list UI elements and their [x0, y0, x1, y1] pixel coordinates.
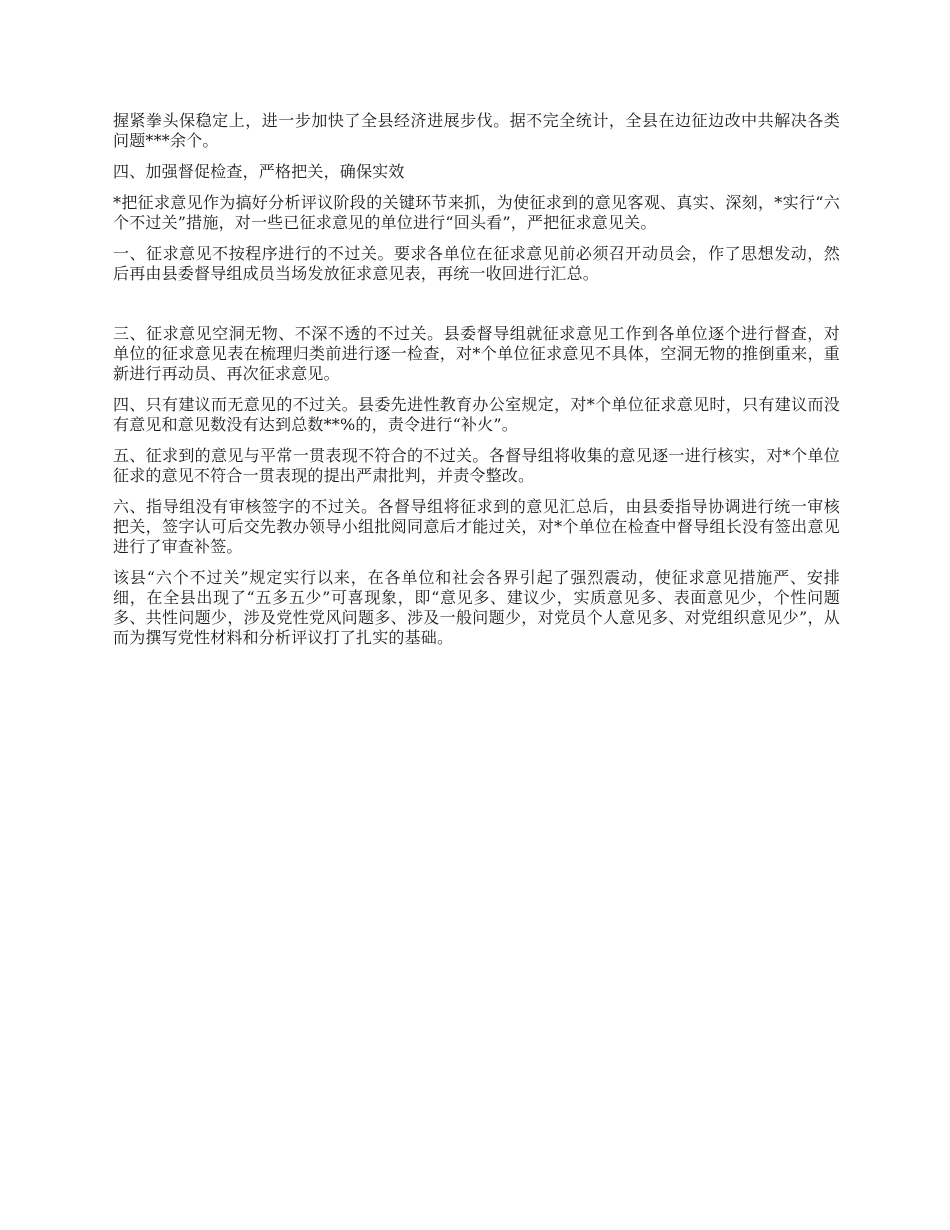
blank-gap — [113, 295, 840, 324]
paragraph-check-procedure: 一、征求意见不按程序进行的不过关。要求各单位在征求意见前必须召开动员会，作了思想发动，然后再由县委督导组成员当场发放征求意见表，再统一收回进行汇总。 — [113, 244, 840, 283]
paragraph-check-signature: 六、指导组没有审核签字的不过关。各督导组将征求到的意见汇总后，由县委指导协调进行统一审核把关，签字认可后交先教办领导小组批阅同意后才能过关，对*个单位在检查中督导组长没有签出意见进行了审查补签。 — [113, 497, 840, 556]
paragraph-conclusion: 该县“六个不过关”规定实行以来，在各单位和社会各界引起了强烈震动，使征求意见措施严、安排细，在全县出现了“五多五少”可喜现象，即“意见多、建议少，实质意见多、表面意见少，个性问题多、共性问题少，涉及党性党风问题多、涉及一般问题少，对党员个人意见多、对党组织意见少”，从而为撰写党性材料和分析评议打了扎实的基础。 — [113, 568, 840, 647]
paragraph-check-suggestions-only: 四、只有建议而无意见的不过关。县委先进性教育办公室规定，对*个单位征求意见时，只有建议而没有意见和意见数没有达到总数**%的，责令进行“补火”。 — [113, 395, 840, 434]
paragraph-intro-continuation: 握紧拳头保稳定上，进一步加快了全县经济进展步伐。据不完全统计，全县在边征边改中共解决各类问题***余个。 — [113, 111, 840, 150]
paragraph-check-consistency: 五、征求到的意见与平常一贯表现不符合的不过关。各督导组将收集的意见逐一进行核实，对*个单位征求的意见不符合一贯表现的提出严肃批判，并责令整改。 — [113, 446, 840, 485]
paragraph-six-checks-overview: *把征求意见作为搞好分析评议阶段的关键环节来抓，为使征求到的意见客观、真实、深刻，*实行“六个不过关”措施，对一些已征求意见的单位进行“回头看”，严把征求意见关。 — [113, 193, 840, 232]
section-heading-supervision: 四、加强督促检查，严格把关，确保实效 — [113, 162, 405, 181]
document-body — [113, 111, 840, 659]
paragraph-check-substance: 三、征求意见空洞无物、不深不透的不过关。县委督导组就征求意见工作到各单位逐个进行督查，对单位的征求意见表在梳理归类前进行逐一检查，对*个单位征求意见不具体，空洞无物的推倒重来，重新进行再动员、再次征求意见。 — [113, 324, 840, 383]
